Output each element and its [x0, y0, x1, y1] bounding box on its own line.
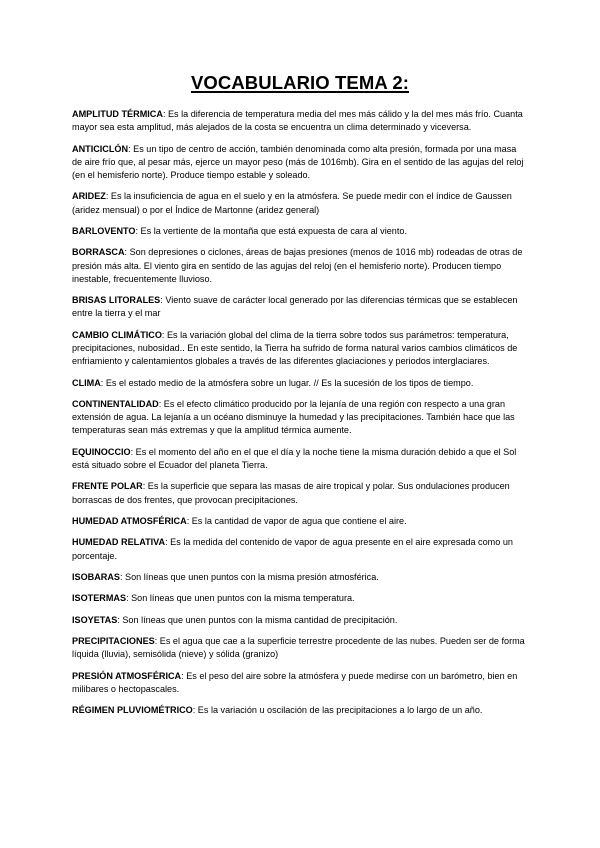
- glossary-entry-anticiclon: [72, 143, 528, 183]
- glossary-definition: : Es la medida del contenido de vapor de agua presente en el aire expresada como un porcentaje.: [72, 537, 513, 561]
- glossary-entry-aridez: [72, 190, 528, 216]
- glossary-term: ISOYETAS: [72, 614, 118, 625]
- glossary-definition: : Es la variación u oscilación de las precipitaciones a lo largo de un año.: [192, 705, 483, 716]
- glossary-definition: : Son líneas que unen puntos con la misma cantidad de precipitación.: [117, 614, 398, 625]
- glossary-term: HUMEDAD RELATIVA: [72, 537, 166, 548]
- glossary-entry-barlovento: [72, 225, 528, 238]
- glossary-definition: : Es el momento del año en el que el día y la noche tiene la misma duración debido a que el Sol está situado sobre el Ecuador del planeta Tierra.: [72, 446, 517, 470]
- glossary-entry-frente-polar: [72, 480, 528, 506]
- glossary-term: CLIMA: [72, 377, 101, 388]
- glossary-entry-regimen-pluviometrico: [72, 704, 528, 717]
- glossary-term: PRECIPITACIONES: [72, 636, 155, 647]
- glossary-entry-amplitud-termica: [72, 108, 528, 134]
- glossary-definition: : Son depresiones o ciclones, áreas de bajas presiones (menos de 1016 mb) rodeadas de otras de presión más alta. El viento gira en sentido de las agujas del reloj (en el hemisferio norte). Producen tiempo inestable, frecuentemente lluvioso.: [72, 247, 523, 284]
- glossary-entry-equinoccio: [72, 446, 528, 472]
- glossary-definition: : Es la diferencia de temperatura media del mes más cálido y la del mes más frío. Cuanta mayor sea esta amplitud, más alejados de la costa se encuentra un clima determinado y viceversa.: [72, 109, 523, 133]
- glossary-term: ISOBARAS: [72, 571, 120, 582]
- glossary-term: CAMBIO CLIMÁTICO: [72, 329, 162, 340]
- glossary-term: PRESIÓN ATMOSFÉRICA: [72, 670, 182, 681]
- glossary-term: EQUINOCCIO: [72, 446, 131, 457]
- glossary-entry-presion-atmosferica: [72, 670, 528, 696]
- glossary-definition: : Es la insuficiencia de agua en el suelo y en la atmósfera. Se puede medir con el índice de Gaussen (aridez mensual) o por el Índice de Martonne (aridez general): [72, 191, 512, 215]
- glossary-term: ARIDEZ: [72, 191, 106, 202]
- glossary-definition: : Es el peso del aire sobre la atmósfera y puede medirse con un barómetro, bien en milibares o hectopascales.: [72, 670, 518, 694]
- glossary-term: AMPLITUD TÉRMICA: [72, 109, 163, 119]
- document-title: VOCABULARIO TEMA 2:: [190, 72, 410, 93]
- glossary-term: BORRASCA: [72, 247, 125, 258]
- glossary-definition: : Es un tipo de centro de acción, también denominada como alta presión, formada por una masa de aire frío que, al pesar más, ejerce un mayor peso (más de 1016mb). Gira en el sentido de las agujas del reloj (en el hemisferio norte). Produce tiempo estable y soleado.: [72, 143, 524, 180]
- glossary-definition: : Es el efecto climático producido por la lejanía de una región con respecto a una gran extensión de agua. La lejanía a un océano disminuye la humedad y las precipitaciones. También hace que las temperaturas sean más extremas y que la amplitud térmica aumente.: [72, 398, 515, 436]
- glossary-entry-humedad-atmosferica: [72, 515, 528, 528]
- glossary-term: HUMEDAD ATMOSFÉRICA: [72, 515, 187, 526]
- glossary-entry-cambio-climatico: [72, 329, 528, 369]
- glossary-definition: : Es la vertiente de la montaña que está expuesta de cara al viento.: [135, 225, 407, 236]
- glossary-entry-continentalidad: [72, 398, 528, 438]
- glossary-term: CONTINENTALIDAD: [72, 398, 159, 409]
- glossary-entry-humedad-relativa: [72, 536, 528, 562]
- glossary-definition: : Es el estado medio de la atmósfera sobre un lugar. // Es la sucesión de los tipos de tiempo.: [100, 377, 474, 388]
- glossary-definition: : Es la variación global del clima de la tierra sobre todos sus parámetros: temperatura, precipitaciones, nubosidad.. En este sentido, la Tierra ha sufrido de forma natural varios cambios climáticos de enfriamiento y calentamientos globales a través de las diferentes glaciaciones y periodos interglaciares.: [72, 329, 518, 367]
- glossary-entry-brisas-litorales: [72, 294, 528, 320]
- glossary-term: BARLOVENTO: [72, 225, 136, 236]
- glossary-term: ISOTERMAS: [72, 593, 127, 604]
- glossary-entry-clima: [72, 377, 528, 390]
- glossary-entry-isotermas: [72, 592, 528, 605]
- glossary-definition: : Es la superficie que separa las masas de aire tropical y polar. Sus ondulaciones producen borrascas de dos frentes, que provocan precipitaciones.: [72, 481, 510, 505]
- glossary-entry-isobaras: [72, 571, 528, 584]
- glossary-entry-precipitaciones: [72, 635, 528, 661]
- glossary-definition: : Es la cantidad de vapor de agua que contiene el aire.: [186, 515, 407, 526]
- glossary-definition: : Viento suave de carácter local generado por las diferencias térmicas que se establecen entre la tierra y el mar: [72, 295, 518, 319]
- glossary-entry-isoyetas: [72, 614, 528, 627]
- glossary-term: BRISAS LITORALES: [72, 295, 161, 306]
- glossary-definition: : Son líneas que unen puntos con la misma presión atmosférica.: [120, 571, 379, 582]
- glossary-term: RÉGIMEN PLUVIOMÉTRICO: [72, 705, 193, 716]
- glossary-definition: : Son líneas que unen puntos con la misma temperatura.: [126, 593, 355, 604]
- glossary-entry-borrasca: [72, 246, 528, 286]
- glossary-definition: : Es el agua que cae a la superficie terrestre procedente de las nubes. Pueden ser de forma líquida (lluvia), semisólida (nieve) y sólida (granizo): [72, 636, 525, 660]
- glossary-term: ANTICICLÓN: [72, 143, 129, 154]
- glossary-term: FRENTE POLAR: [72, 481, 143, 492]
